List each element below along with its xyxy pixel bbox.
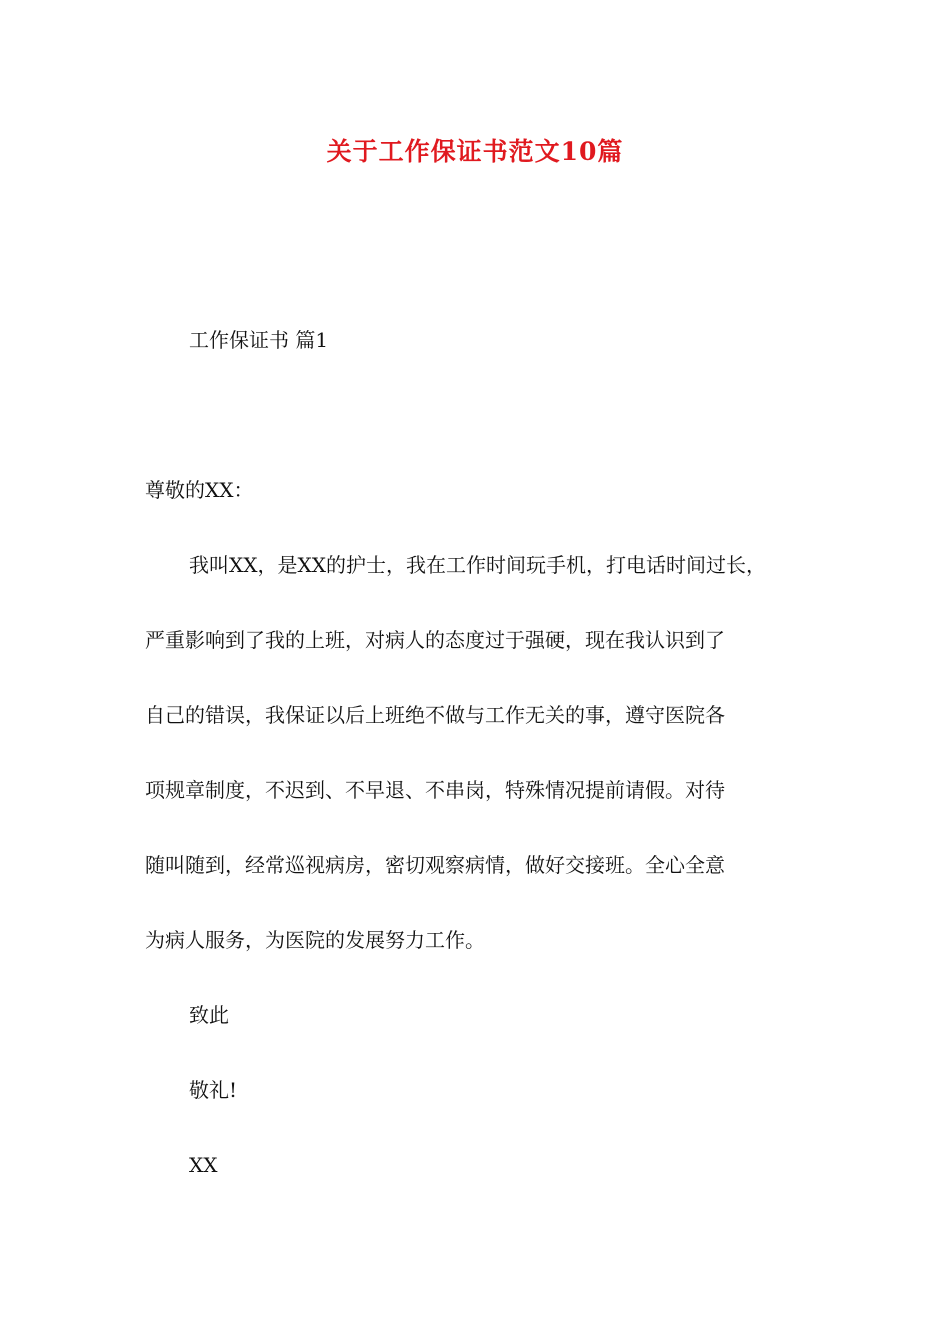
salutation: 尊敬的XX： bbox=[145, 478, 254, 502]
body-line: 我叫XX，是XX的护士，我在工作时间玩手机，打电话时间过长， bbox=[189, 553, 766, 577]
body-line: 为病人服务，为医院的发展努力工作。 bbox=[145, 928, 485, 952]
body-line: 项规章制度，不迟到、不早退、不串岗，特殊情况提前请假。对待 bbox=[145, 778, 725, 802]
document-title: 关于工作保证书范文10篇 bbox=[326, 137, 624, 166]
closing-salute: 敬礼! bbox=[189, 1078, 238, 1102]
closing-line: 致此 bbox=[189, 1003, 229, 1027]
signature: XX bbox=[189, 1153, 218, 1177]
body-line: 随叫随到，经常巡视病房，密切观察病情，做好交接班。全心全意 bbox=[145, 853, 725, 877]
body-line: 严重影响到了我的上班，对病人的态度过于强硬，现在我认识到了 bbox=[145, 628, 725, 652]
section-heading: 工作保证书 篇1 bbox=[189, 328, 329, 352]
body-line: 自己的错误，我保证以后上班绝不做与工作无关的事，遵守医院各 bbox=[145, 703, 725, 727]
